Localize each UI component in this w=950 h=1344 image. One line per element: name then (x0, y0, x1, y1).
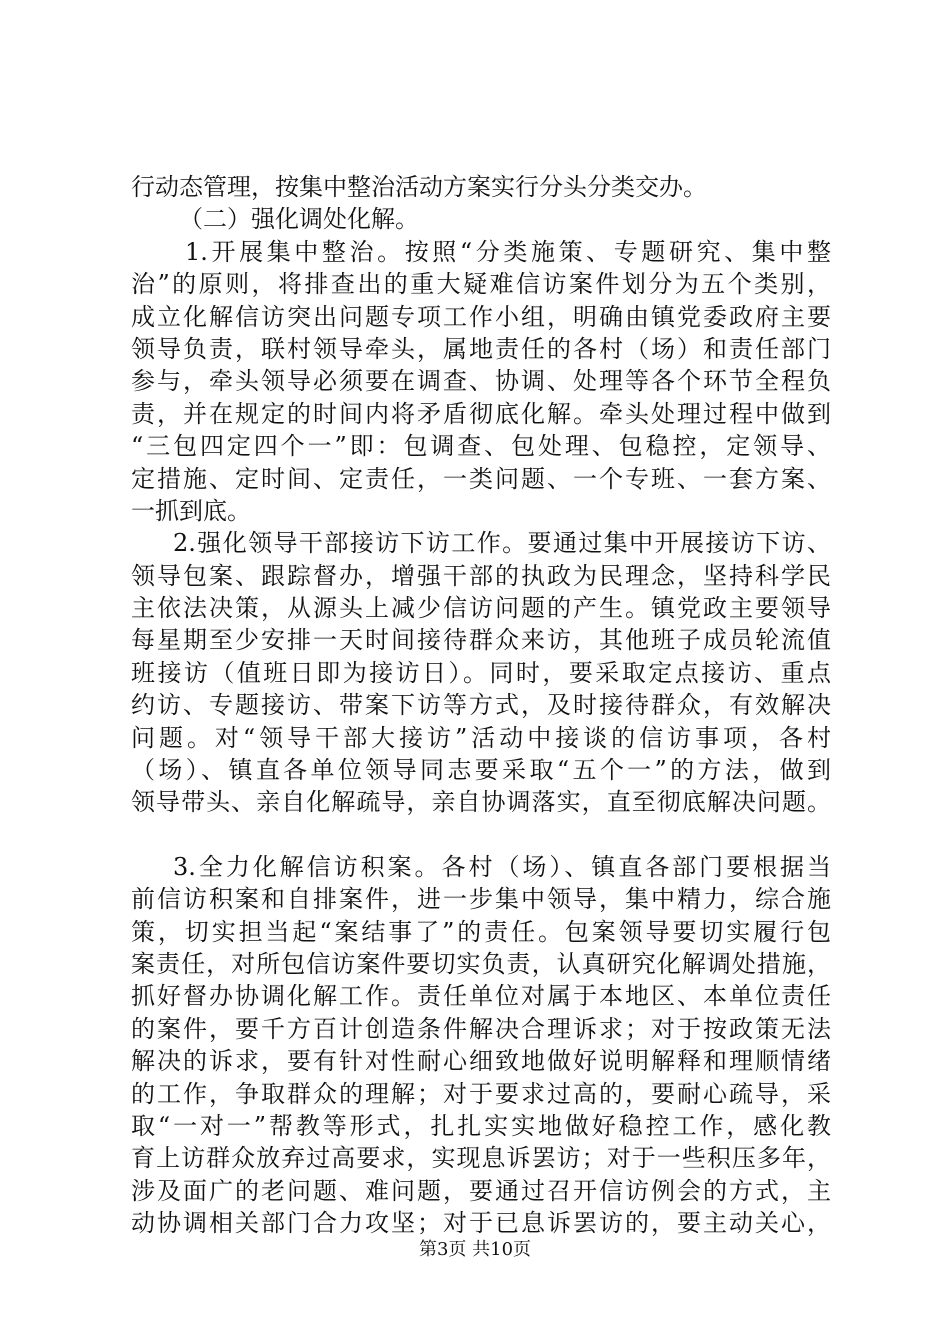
text-line: “三包四定四个一”即：包调查、包处理、包稳控，定领导、 (131, 432, 831, 461)
text-line: 2.强化领导干部接访下访工作。要通过集中开展接访下访、 (173, 529, 831, 558)
text-line: 的工作，争取群众的理解；对于要求过高的，要耐心疏导，采 (131, 1079, 831, 1108)
paragraph-gap (131, 819, 831, 851)
text-line: 约访、专题接访、带案下访等方式，及时接待群众，有效解决 (131, 691, 831, 720)
text-line: 取“一对一”帮教等形式，扎扎实实地做好稳控工作，感化教 (131, 1111, 831, 1140)
text-line: 领导包案、跟踪督办，增强干部的执政为民理念，坚持科学民 (131, 561, 831, 590)
text-line: 行动态管理，按集中整治活动方案实行分头分类交办。 (131, 173, 707, 201)
text-line: 班接访（值班日即为接访日）。同时，要采取定点接访、重点 (131, 658, 831, 687)
text-line: 成立化解信访突出问题专项工作小组，明确由镇党委政府主要 (131, 302, 831, 331)
text-line: 策，切实担当起“案结事了”的责任。包案领导要切实履行包 (131, 917, 831, 946)
document-body (131, 171, 831, 1240)
text-line: 参与，牵头领导必须要在调查、协调、处理等各个环节全程负 (131, 367, 831, 396)
text-line: 前信访积案和自排案件，进一步集中领导，集中精力，综合施 (131, 885, 831, 914)
text-line: 3.全力化解信访积案。各村（场）、镇直各部门要根据当 (173, 852, 831, 881)
text-line: 定措施、定时间、定责任，一类问题、一个专班、一套方案、 (131, 464, 831, 493)
text-line: 解决的诉求，要有针对性耐心细致地做好说明解释和理顺情绪 (131, 1047, 831, 1076)
text-line: 领导带头、亲自化解疏导，亲自协调落实，直至彻底解决问题。 (131, 788, 831, 817)
text-line: 涉及面广的老问题、难问题，要通过召开信访例会的方式，主 (131, 1176, 831, 1205)
text-line: 问题。对“领导干部大接访”活动中接谈的信访事项，各村 (131, 723, 831, 752)
text-line: 每星期至少安排一天时间接待群众来访，其他班子成员轮流值 (131, 626, 831, 655)
text-line: 的案件，要千方百计创造条件解决合理诉求；对于按政策无法 (131, 1014, 831, 1043)
text-line: （场）、镇直各单位领导同志要采取“五个一”的方法，做到 (131, 756, 831, 785)
text-line: 领导负责，联村领导牵头，属地责任的各村（场）和责任部门 (131, 334, 831, 363)
text-line: 一抓到底。 (131, 496, 251, 525)
page-number: 第3页 共10页 (418, 1239, 532, 1260)
text-line: 案责任，对所包信访案件要切实负责，认真研究化解调处措施， (131, 949, 831, 978)
text-line: 主依法决策，从源头上减少信访问题的产生。镇党政主要领导 (131, 594, 831, 623)
text-line: 育上访群众放弃过高要求，实现息诉罢访；对于一些积压多年， (131, 1144, 831, 1173)
text-line: 治”的原则，将排查出的重大疑难信访案件划分为五个类别， (131, 270, 831, 299)
text-line: 1.开展集中整治。按照“分类施策、专题研究、集中整 (185, 237, 831, 266)
text-line: 抓好督办协调化解工作。责任单位对属于本地区、本单位责任 (131, 982, 831, 1011)
text-line: 动协调相关部门合力攻坚；对于已息诉罢访的，要主动关心， (131, 1209, 831, 1238)
text-line: 责，并在规定的时间内将矛盾彻底化解。牵头处理过程中做到 (131, 399, 831, 428)
section-heading: （二）强化调处化解。 (179, 205, 419, 234)
